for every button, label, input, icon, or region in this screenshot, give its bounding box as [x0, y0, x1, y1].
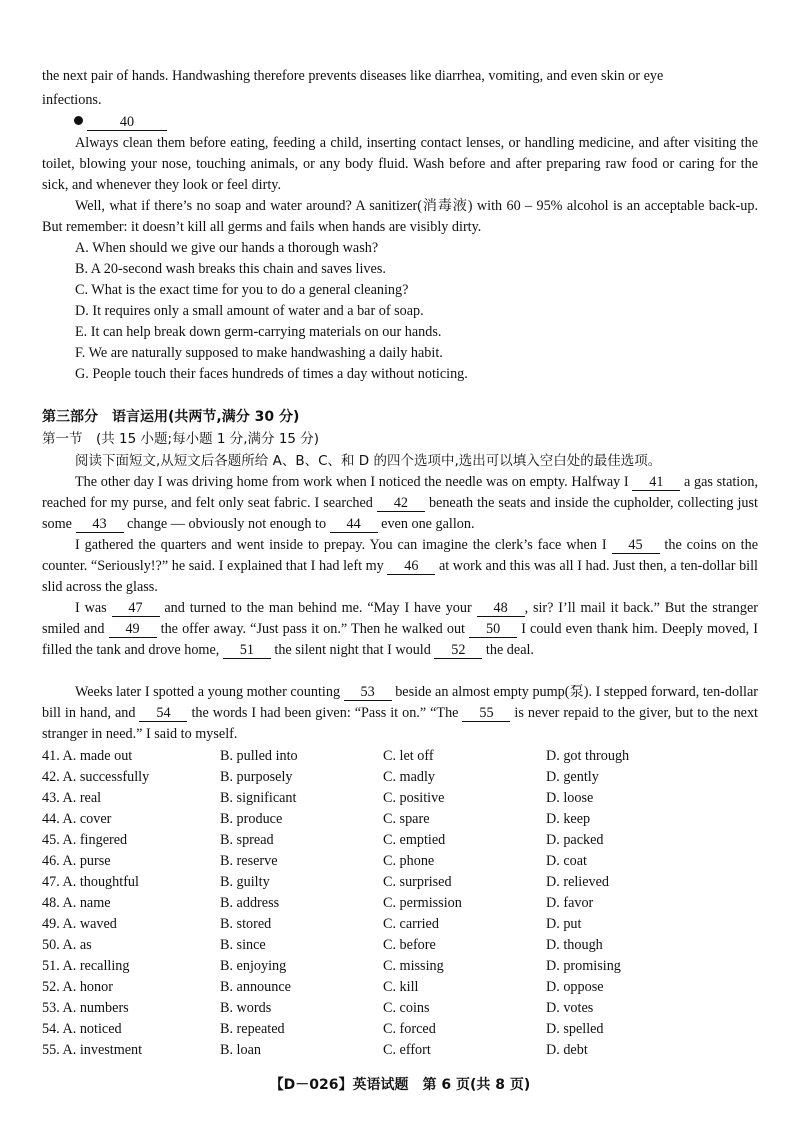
option-42-b[interactable]: B. purposely: [220, 769, 293, 785]
blank-54[interactable]: 54: [139, 705, 187, 722]
option-55-d[interactable]: D. debt: [546, 1042, 588, 1058]
blank-52[interactable]: 52: [434, 642, 482, 659]
choice-a: A. When should we give our hands a thorough wash?: [75, 240, 379, 256]
option-47-c[interactable]: C. surprised: [383, 874, 452, 890]
option-47-b[interactable]: B. guilty: [220, 874, 270, 890]
option-49-b[interactable]: B. stored: [220, 916, 272, 932]
paragraph-always: Always clean them before eating, feeding a child, inserting contact lenses, or handling medicine, and after visiting the toilet, blowing your nose, touching animals, or any body fluid. Wash before and after preparing raw food or caring for the sick, and whenever they look or feel dirty.: [42, 135, 758, 193]
blank-43[interactable]: 43: [76, 516, 124, 533]
option-51-d[interactable]: D. promising: [546, 958, 621, 974]
option-52-c[interactable]: C. kill: [383, 979, 419, 995]
option-44-d[interactable]: D. keep: [546, 811, 591, 827]
page-footer: 【D－026】英语试题 第 6 页(共 8 页): [269, 1077, 531, 1093]
option-54-d[interactable]: D. spelled: [546, 1021, 604, 1037]
option-53-b[interactable]: B. words: [220, 1000, 272, 1016]
option-44-a[interactable]: 44. A. cover: [42, 811, 112, 827]
option-55-a[interactable]: 55. A. investment: [42, 1042, 143, 1058]
option-51-b[interactable]: B. enjoying: [220, 958, 287, 974]
choice-b: B. A 20-second wash breaks this chain and saves lives.: [75, 261, 386, 277]
option-54-a[interactable]: 54. A. noticed: [42, 1021, 122, 1037]
option-42-c[interactable]: C. madly: [383, 769, 436, 785]
option-43-d[interactable]: D. loose: [546, 790, 594, 806]
option-41-c[interactable]: C. let off: [383, 748, 434, 764]
option-49-d[interactable]: D. put: [546, 916, 582, 932]
option-46-b[interactable]: B. reserve: [220, 853, 278, 869]
choice-f: F. We are naturally supposed to make handwashing a daily habit.: [75, 345, 443, 361]
blank-55[interactable]: 55: [462, 705, 510, 722]
option-43-b[interactable]: B. significant: [220, 790, 297, 806]
option-45-b[interactable]: B. spread: [220, 832, 274, 848]
option-50-d[interactable]: D. though: [546, 937, 603, 953]
option-44-b[interactable]: B. produce: [220, 811, 283, 827]
option-51-c[interactable]: C. missing: [383, 958, 444, 974]
choice-e: E. It can help break down germ-carrying materials on our hands.: [75, 324, 442, 340]
option-45-a[interactable]: 45. A. fingered: [42, 832, 128, 848]
option-49-a[interactable]: 49. A. waved: [42, 916, 117, 932]
reading-line-1: the next pair of hands. Handwashing therefore prevents diseases like diarrhea, vomiting, and even skin or eye: [42, 68, 664, 84]
option-50-c[interactable]: C. before: [383, 937, 436, 953]
option-41-b[interactable]: B. pulled into: [220, 748, 298, 764]
option-52-b[interactable]: B. announce: [220, 979, 291, 995]
blank-53[interactable]: 53: [344, 684, 392, 701]
question-40: [74, 112, 167, 133]
choice-d: D. It requires only a small amount of water and a bar of soap.: [75, 303, 424, 319]
option-48-b[interactable]: B. address: [220, 895, 280, 911]
bullet-icon: [74, 116, 83, 125]
option-52-a[interactable]: 52. A. honor: [42, 979, 113, 995]
option-53-a[interactable]: 53. A. numbers: [42, 1000, 129, 1016]
blank-46[interactable]: 46: [387, 558, 435, 575]
option-50-a[interactable]: 50. A. as: [42, 937, 92, 953]
option-41-d[interactable]: D. got through: [546, 748, 630, 764]
blank-51[interactable]: 51: [223, 642, 271, 659]
option-46-c[interactable]: C. phone: [383, 853, 435, 869]
option-43-a[interactable]: 43. A. real: [42, 790, 102, 806]
cloze-paragraph-1: The other day I was driving home from work when I noticed the needle was on empty. Halfway I 41 a gas station, reached for my purse, and felt only seat fabric. I searched 42 beneath the seats and inside the cupholder, collecting just some 43 change — obviously not enough to 44 even one gallon.: [42, 474, 758, 532]
option-54-c[interactable]: C. forced: [383, 1021, 436, 1037]
option-55-b[interactable]: B. loan: [220, 1042, 261, 1058]
option-46-a[interactable]: 46. A. purse: [42, 853, 111, 869]
option-55-c[interactable]: C. effort: [383, 1042, 431, 1058]
option-47-d[interactable]: D. relieved: [546, 874, 610, 890]
option-41-a[interactable]: 41. A. made out: [42, 748, 133, 764]
paragraph-well: Well, what if there’s no soap and water around? A sanitizer(消毒液) with 60 – 95% alcohol is an acceptable back-up. But remember: it doesn’t kill all germs and fails when hands are visibly dirty.: [42, 198, 758, 235]
option-42-d[interactable]: D. gently: [546, 769, 599, 785]
option-47-a[interactable]: 47. A. thoughtful: [42, 874, 139, 890]
section-subtitle: 第一节 (共 15 小题;每小题 1 分,满分 15 分): [42, 431, 320, 447]
cloze-paragraph-3: I was 47 and turned to the man behind me. “May I have your 48 , sir? I’ll mail it back.” But the stranger smiled and 49 the offer away. “Just pass it on.” Then he walked out 50 I could even thank him. Deeply moved, I filled the tank and drove home, 51 the silent night that I would 52 the deal.: [42, 600, 758, 658]
blank-49[interactable]: 49: [109, 621, 157, 638]
cloze-paragraph-4: Weeks later I spotted a young mother counting 53 beside an almost empty pump(泵). I stepped forward, ten-dollar bill in hand, and 54 the words I had been given: “Pass it on.” “The 55 is never repaid to the giver, but to the next stranger in need.” I said to myself.: [42, 684, 759, 742]
option-48-c[interactable]: C. permission: [383, 895, 462, 911]
option-45-c[interactable]: C. emptied: [383, 832, 446, 848]
blank-44[interactable]: 44: [330, 516, 378, 533]
option-48-a[interactable]: 48. A. name: [42, 895, 111, 911]
option-54-b[interactable]: B. repeated: [220, 1021, 285, 1037]
option-53-d[interactable]: D. votes: [546, 1000, 594, 1016]
section-title: 第三部分 语言运用(共两节,满分 30 分): [42, 409, 300, 425]
option-52-d[interactable]: D. oppose: [546, 979, 604, 995]
reading-line-2: infections.: [42, 92, 102, 108]
choice-g: G. People touch their faces hundreds of times a day without noticing.: [75, 366, 468, 382]
option-49-c[interactable]: C. carried: [383, 916, 439, 932]
option-45-d[interactable]: D. packed: [546, 832, 604, 848]
blank-40[interactable]: 40: [87, 114, 167, 131]
blank-48[interactable]: 48: [477, 600, 525, 617]
blank-42[interactable]: 42: [377, 495, 425, 512]
cloze-paragraph-2: I gathered the quarters and went inside to prepay. You can imagine the clerk’s face when I 45 the coins on the counter. “Seriously!?” he said. I explained that I had left my 46 at work and this was all I had. Just then, a ten-dollar bill slid across the glass.: [42, 537, 758, 595]
option-43-c[interactable]: C. positive: [383, 790, 445, 806]
option-51-a[interactable]: 51. A. recalling: [42, 958, 130, 974]
option-50-b[interactable]: B. since: [220, 937, 266, 953]
blank-41[interactable]: 41: [632, 474, 680, 491]
blank-45[interactable]: 45: [612, 537, 660, 554]
option-44-c[interactable]: C. spare: [383, 811, 430, 827]
section-instruction: 阅读下面短文,从短文后各题所给 A、B、C、和 D 的四个选项中,选出可以填入空白处的最佳选项。: [75, 453, 662, 469]
blank-47[interactable]: 47: [112, 600, 160, 617]
option-46-d[interactable]: D. coat: [546, 853, 587, 869]
blank-50[interactable]: 50: [469, 621, 517, 638]
option-48-d[interactable]: D. favor: [546, 895, 594, 911]
option-42-a[interactable]: 42. A. successfully: [42, 769, 150, 785]
choice-c: C. What is the exact time for you to do a general cleaning?: [75, 282, 409, 298]
option-53-c[interactable]: C. coins: [383, 1000, 430, 1016]
